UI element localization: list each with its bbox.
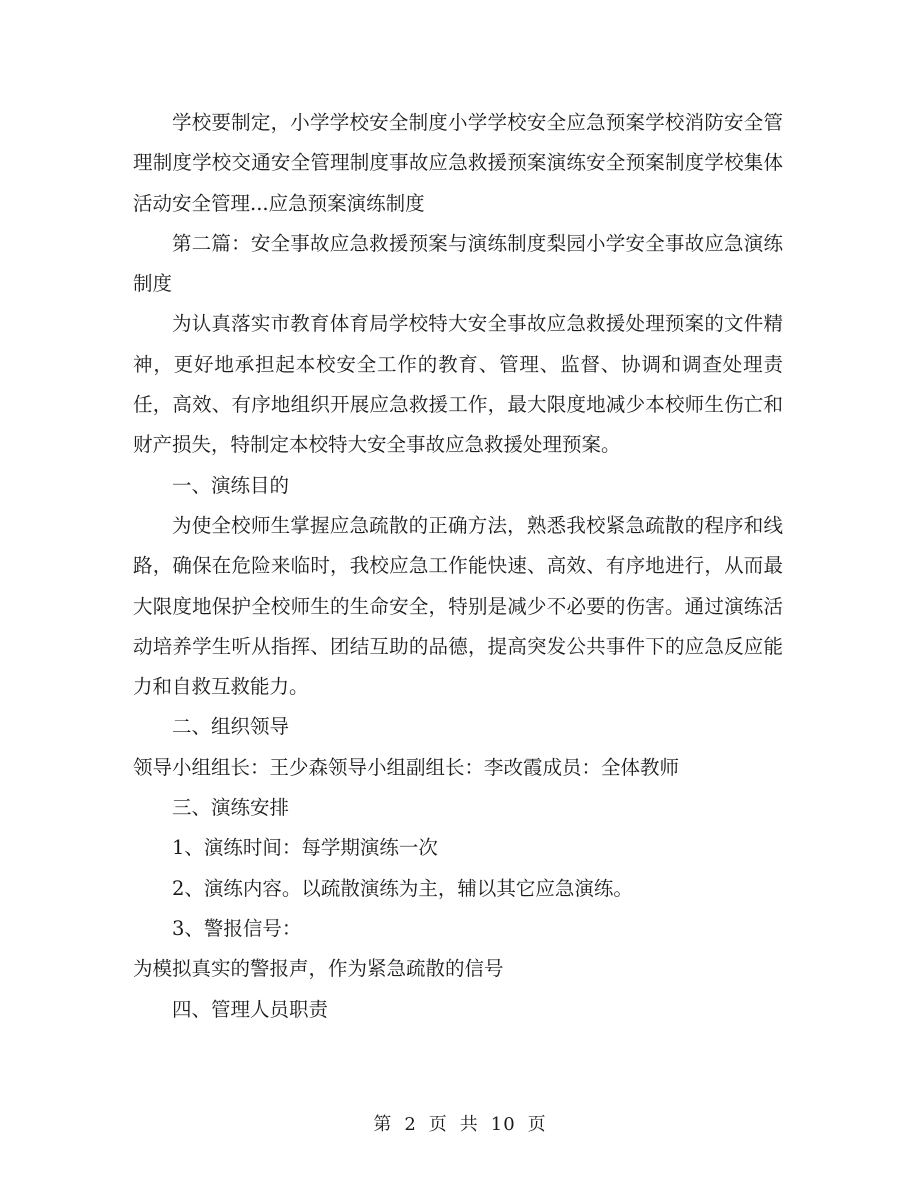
item-drill-time: 1、演练时间：每学期演练一次 — [172, 836, 438, 860]
paragraph-drill-objective: 为使全校师生掌握应急疏散的正确方法，熟悉我校紧急疏散的程序和线路，确保在危险来临时，我校应急工作能快速、高效、有序地进行，从而最大限度地保护全校师生的生命安全，特别是减少不必要的伤害。通过演练活动培养学生听从指挥、团结互助的品德，提高突发公共事件下的应急反应能力和自救互救能力。 — [133, 513, 783, 699]
heading-drill-objective: 一、演练目的 — [172, 473, 290, 497]
heading-organization: 二、组织领导 — [172, 715, 290, 739]
paragraph-leadership-group: 领导小组组长：王少森领导小组副组长：李改霞成员：全体教师 — [133, 755, 680, 779]
heading-manager-duties: 四、管理人员职责 — [172, 997, 329, 1021]
paragraph-purpose-statement: 为认真落实市教育体育局学校特大安全事故应急救援处理预案的文件精神，更好地承担起本校安全工作的教育、管理、监督、协调和调查处理责任，高效、有序地组织开展应急救援工作，最大限度地减少本校师生伤亡和财产损失，特制定本校特大安全事故应急救援处理预案。 — [133, 312, 783, 457]
footer-label-page: 第 — [373, 1114, 393, 1135]
paragraph-intro: 学校要制定，小学学校安全制度小学学校安全应急预案学校消防安全管理制度学校交通安全管理制度事故应急救援预案演练安全预案制度学校集体活动安全管理...应急预案演练制度 — [133, 111, 783, 215]
page-footer — [0, 1110, 920, 1136]
paragraph-section-title: 第二篇：安全事故应急救援预案与演练制度梨园小学安全事故应急演练制度 — [133, 231, 783, 296]
paragraph-alarm-description: 为模拟真实的警报声，作为紧急疏散的信号 — [133, 957, 504, 981]
footer-label-unit-end: 页 — [527, 1114, 547, 1135]
footer-label-total: 共 — [459, 1114, 479, 1135]
footer-total-pages: 10 — [490, 1114, 516, 1135]
heading-drill-arrangement: 三、演练安排 — [172, 796, 290, 820]
footer-current-page: 2 — [404, 1114, 417, 1135]
item-drill-content: 2、演练内容。以疏散演练为主，辅以其它应急演练。 — [172, 876, 633, 900]
item-alarm-signal: 3、警报信号： — [172, 916, 302, 940]
document-body — [133, 103, 783, 1030]
footer-label-unit: 页 — [428, 1114, 448, 1135]
